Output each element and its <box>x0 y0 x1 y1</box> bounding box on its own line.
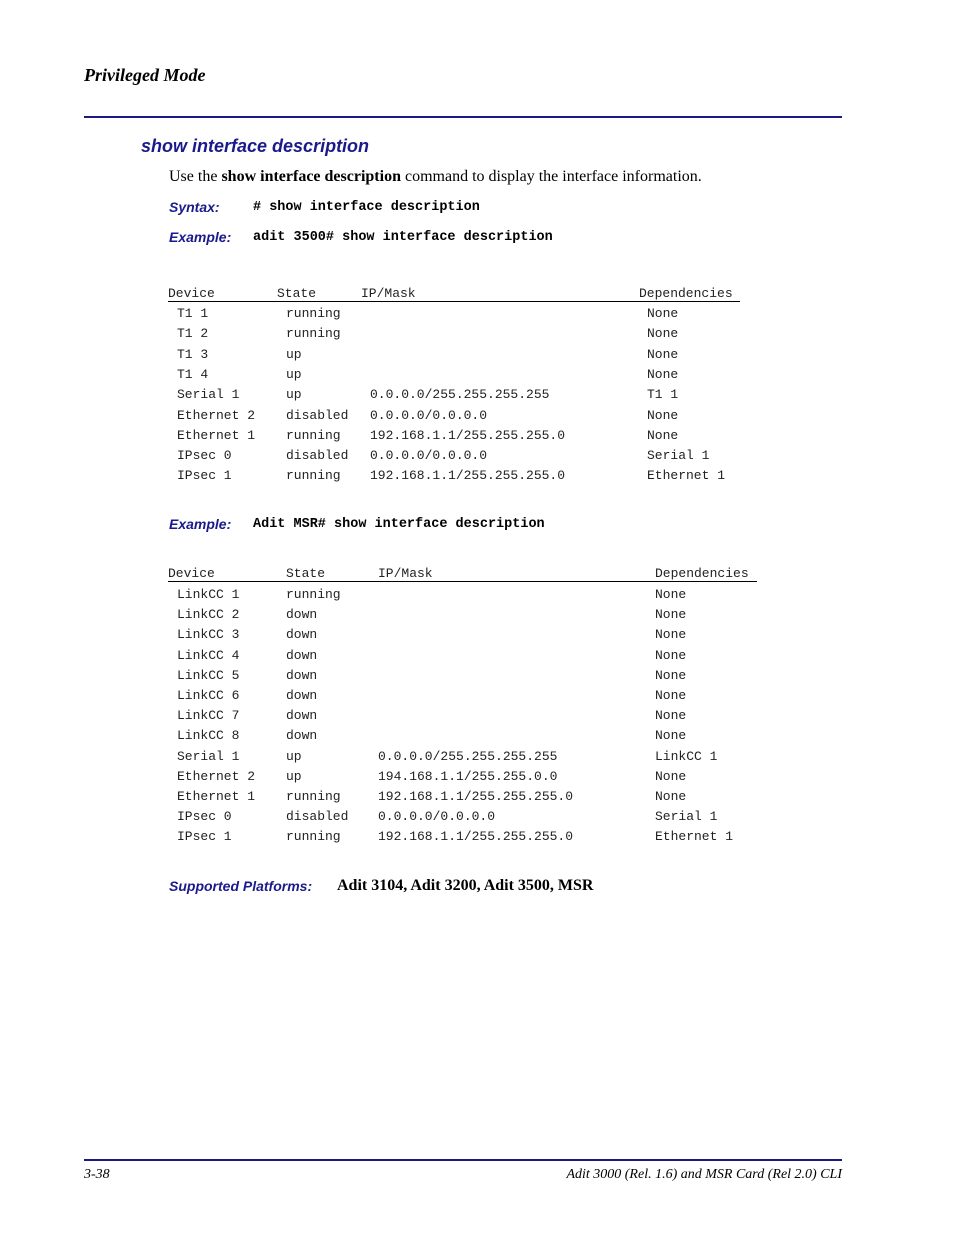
header-underline <box>168 581 757 582</box>
cell-state: up <box>286 366 302 382</box>
column-header: Dependencies <box>655 566 749 581</box>
cell-dependencies: None <box>655 768 687 784</box>
column-header: Dependencies <box>639 286 733 301</box>
cell-device: Ethernet 1 <box>177 789 256 804</box>
cell-ipmask: 0.0.0.0/0.0.0.0 <box>370 407 488 423</box>
cell-state: up <box>286 748 302 764</box>
cell-state: disabled <box>286 809 349 825</box>
syntax-label: Syntax: <box>169 199 220 215</box>
cell-device: LinkCC 8 <box>177 728 240 744</box>
cell-state: running <box>286 587 341 602</box>
cell-dependencies: None <box>655 607 687 623</box>
section-title: show interface description <box>141 136 370 156</box>
cell-dependencies: None <box>647 306 679 321</box>
cell-dependencies: Ethernet 1 <box>655 829 734 845</box>
cell-state: down <box>286 708 318 724</box>
example1-command: adit 3500# show interface description <box>253 230 553 245</box>
footer-page-number: 3-38 <box>84 1167 110 1182</box>
cell-ipmask: 0.0.0.0/255.255.255.255 <box>378 748 558 764</box>
cell-dependencies: Ethernet 1 <box>647 468 726 484</box>
cell-state: running <box>286 468 341 484</box>
intro-text-command: show interface description <box>221 168 401 185</box>
cell-state: up <box>286 387 302 403</box>
cell-state: down <box>286 607 318 623</box>
cell-ipmask: 192.168.1.1/255.255.255.0 <box>370 468 566 484</box>
cell-device: LinkCC 6 <box>177 688 240 703</box>
example2-command: Adit MSR# show interface description <box>253 517 545 532</box>
cell-state: disabled <box>286 448 349 464</box>
intro-text-post: command to display the interface information. <box>400 168 702 185</box>
cell-state: down <box>286 627 318 643</box>
cell-state: running <box>286 306 341 321</box>
cell-ipmask: 192.168.1.1/255.255.255.0 <box>378 829 574 845</box>
cell-state: running <box>286 427 341 443</box>
cell-ipmask: 192.168.1.1/255.255.255.0 <box>378 789 574 804</box>
cell-state: up <box>286 346 302 362</box>
cell-state: down <box>286 667 318 683</box>
cell-device: Ethernet 2 <box>177 768 256 784</box>
cell-dependencies: Serial 1 <box>647 448 710 464</box>
cell-dependencies: None <box>655 587 687 602</box>
cell-dependencies: None <box>655 688 687 703</box>
cell-dependencies: None <box>647 346 679 362</box>
cell-state: down <box>286 647 318 663</box>
footer-doc-title: Adit 3000 (Rel. 1.6) and MSR Card (Rel 2.0) CLI <box>566 1167 842 1182</box>
header-rule <box>84 116 842 118</box>
cell-state: down <box>286 728 318 744</box>
cell-dependencies: None <box>647 366 679 382</box>
cell-ipmask: 0.0.0.0/255.255.255.255 <box>370 387 550 403</box>
cell-device: Ethernet 2 <box>177 407 256 423</box>
cell-state: running <box>286 829 341 845</box>
cell-device: LinkCC 3 <box>177 627 240 643</box>
cell-dependencies: Serial 1 <box>655 809 718 825</box>
cell-state: running <box>286 789 341 804</box>
column-header: State <box>286 566 326 581</box>
cell-device: IPsec 1 <box>177 829 232 845</box>
syntax-command: # show interface description <box>253 200 480 215</box>
header-underline <box>168 301 740 302</box>
cell-device: LinkCC 2 <box>177 607 240 623</box>
cell-device: Ethernet 1 <box>177 427 256 443</box>
cell-dependencies: None <box>647 326 679 342</box>
cell-device: IPsec 0 <box>177 809 232 825</box>
cell-device: LinkCC 4 <box>177 647 240 663</box>
cell-state: disabled <box>286 407 349 423</box>
cell-dependencies: None <box>655 667 687 683</box>
cell-device: T1 4 <box>177 366 209 382</box>
cell-state: up <box>286 768 302 784</box>
cell-dependencies: LinkCC 1 <box>655 748 718 764</box>
cell-dependencies: None <box>647 427 679 443</box>
cell-device: LinkCC 1 <box>177 587 240 602</box>
example1-label: Example: <box>169 229 232 245</box>
cell-dependencies: None <box>647 407 679 423</box>
column-header: Device <box>168 566 215 581</box>
cell-device: IPsec 0 <box>177 448 232 464</box>
cell-device: T1 1 <box>177 306 209 321</box>
cell-state: down <box>286 688 318 703</box>
running-header: Privileged Mode <box>84 65 206 85</box>
column-header: IP/Mask <box>378 566 433 581</box>
footer-rule <box>84 1159 842 1161</box>
platforms-label: Supported Platforms: <box>169 878 313 894</box>
intro-text-pre: Use the <box>169 168 222 185</box>
cell-dependencies: None <box>655 627 687 643</box>
cell-device: T1 3 <box>177 346 209 362</box>
cell-dependencies: None <box>655 728 687 744</box>
intro-paragraph <box>169 168 702 186</box>
column-header: State <box>277 286 317 301</box>
cell-dependencies: None <box>655 647 687 663</box>
cell-device: LinkCC 5 <box>177 667 240 683</box>
platforms-value: Adit 3104, Adit 3200, Adit 3500, MSR <box>337 877 594 894</box>
cell-dependencies: None <box>655 789 687 804</box>
example2-label: Example: <box>169 516 232 532</box>
cell-device: Serial 1 <box>177 748 240 764</box>
cell-state: running <box>286 326 341 342</box>
cell-ipmask: 192.168.1.1/255.255.255.0 <box>370 427 566 443</box>
cell-dependencies: T1 1 <box>647 387 679 403</box>
cell-device: T1 2 <box>177 326 209 342</box>
cell-dependencies: None <box>655 708 687 724</box>
column-header: Device <box>168 286 215 301</box>
column-header: IP/Mask <box>361 286 416 301</box>
cell-ipmask: 0.0.0.0/0.0.0.0 <box>378 809 496 825</box>
cell-ipmask: 194.168.1.1/255.255.0.0 <box>378 768 558 784</box>
cell-device: Serial 1 <box>177 387 240 403</box>
cell-ipmask: 0.0.0.0/0.0.0.0 <box>370 448 488 464</box>
cell-device: LinkCC 7 <box>177 708 240 724</box>
cell-device: IPsec 1 <box>177 468 232 484</box>
